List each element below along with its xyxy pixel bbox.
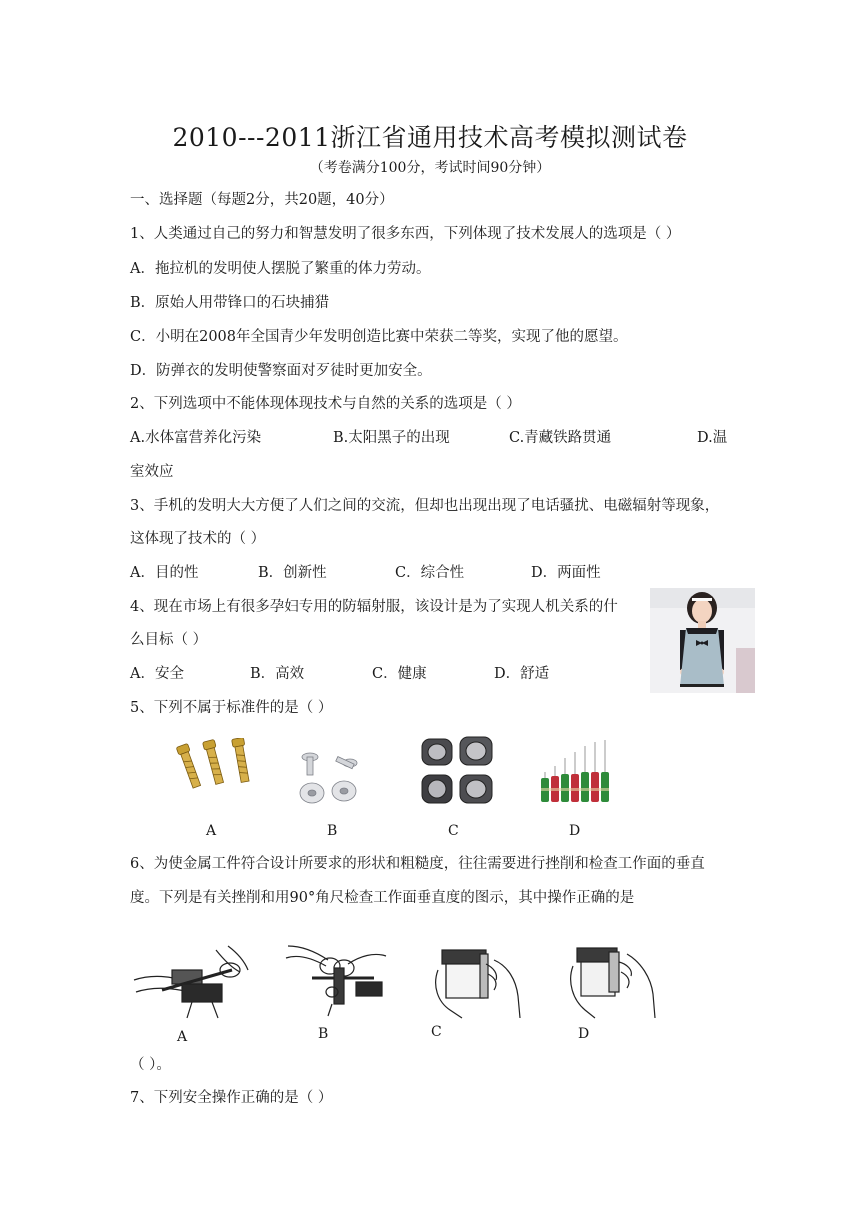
q2-option-c: C.青藏铁路贯通 bbox=[509, 430, 612, 446]
q3-stem-cont: 这体现了技术的（ ） bbox=[130, 531, 266, 547]
radiation-dress-photo bbox=[650, 588, 755, 693]
q6-label-a: A bbox=[177, 1029, 188, 1045]
q5-label-b: B bbox=[327, 823, 338, 839]
filing-diagram-b bbox=[282, 938, 392, 1018]
q4-stem-cont: 么目标（ ） bbox=[130, 632, 208, 648]
q3-option-a: A．目的性 bbox=[130, 565, 199, 581]
q1-option-a: A．拖拉机的发明使人摆脱了繁重的体力劳动。 bbox=[130, 261, 431, 277]
q4-stem: 4、现在市场上有很多孕妇专用的防辐射服，该设计是为了实现人机关系的什 bbox=[130, 599, 618, 615]
q2-option-a: A.水体富营养化污染 bbox=[130, 430, 262, 446]
square-check-diagram-d bbox=[567, 940, 659, 1020]
q7-stem: 7、下列安全操作正确的是（ ） bbox=[130, 1090, 333, 1106]
q5-label-c: C bbox=[448, 823, 459, 839]
q3-option-c: C．综合性 bbox=[395, 565, 465, 581]
q4-option-a: A．安全 bbox=[130, 666, 184, 682]
rivets-image bbox=[292, 745, 372, 810]
q4-option-b: B．高效 bbox=[250, 666, 305, 682]
q6-label-b: B bbox=[318, 1026, 329, 1042]
q3-option-d: D．两面性 bbox=[531, 565, 601, 581]
page-subtitle: （考卷满分100分，考试时间90分钟） bbox=[309, 160, 551, 176]
square-check-diagram-c bbox=[432, 940, 522, 1020]
q5-stem: 5、下列不属于标准件的是（ ） bbox=[130, 700, 333, 716]
section-heading: 一、选择题（每题2分，共20题，40分） bbox=[130, 192, 394, 208]
q6-label-d: D bbox=[578, 1026, 590, 1042]
q6-stem: 6、为使金属工件符合设计所要求的形状和粗糙度，往往需要进行挫削和检查工作面的垂直 bbox=[130, 856, 705, 872]
q6-stem-cont: 度。下列是有关挫削和用90°角尺检查工作面垂直度的图示，其中操作正确的是 bbox=[130, 890, 635, 906]
filing-diagram-a bbox=[132, 940, 252, 1020]
q6-answer-blank: （ ）。 bbox=[130, 1057, 171, 1073]
q1-option-b: B．原始人用带锋口的石块捕猎 bbox=[130, 295, 330, 311]
q5-label-d: D bbox=[569, 823, 581, 839]
q3-stem: 3、手机的发明大大方便了人们之间的交流，但却也出现出现了电话骚扰、电磁辐射等现象， bbox=[130, 498, 720, 514]
q4-option-d: D．舒适 bbox=[494, 666, 550, 682]
q5-label-a: A bbox=[206, 823, 217, 839]
bolts-image bbox=[170, 738, 260, 798]
q4-option-c: C．健康 bbox=[372, 666, 427, 682]
q3-option-b: B．创新性 bbox=[258, 565, 327, 581]
q2-stem: 2、下列选项中不能体现体现技术与自然的关系的选项是（ ） bbox=[130, 396, 521, 412]
q1-stem: 1、人类通过自己的努力和智慧发明了很多东西，下列体现了技术发展人的选项是（ ） bbox=[130, 226, 681, 242]
bushings-image bbox=[418, 735, 496, 807]
q1-option-d: D．防弹衣的发明使警察面对歹徒时更加安全。 bbox=[130, 363, 432, 379]
q2-option-d: D.温 bbox=[697, 430, 728, 446]
q6-label-c: C bbox=[431, 1024, 442, 1040]
screwdrivers-image bbox=[535, 738, 617, 806]
page-title: 2010---2011浙江省通用技术高考模拟测试卷 bbox=[172, 123, 688, 152]
q2-option-b: B.太阳黑子的出现 bbox=[333, 430, 450, 446]
q1-option-c: C．小明在2008年全国青少年发明创造比赛中荣获二等奖，实现了他的愿望。 bbox=[130, 329, 628, 345]
q2-option-d-cont: 室效应 bbox=[130, 464, 174, 480]
